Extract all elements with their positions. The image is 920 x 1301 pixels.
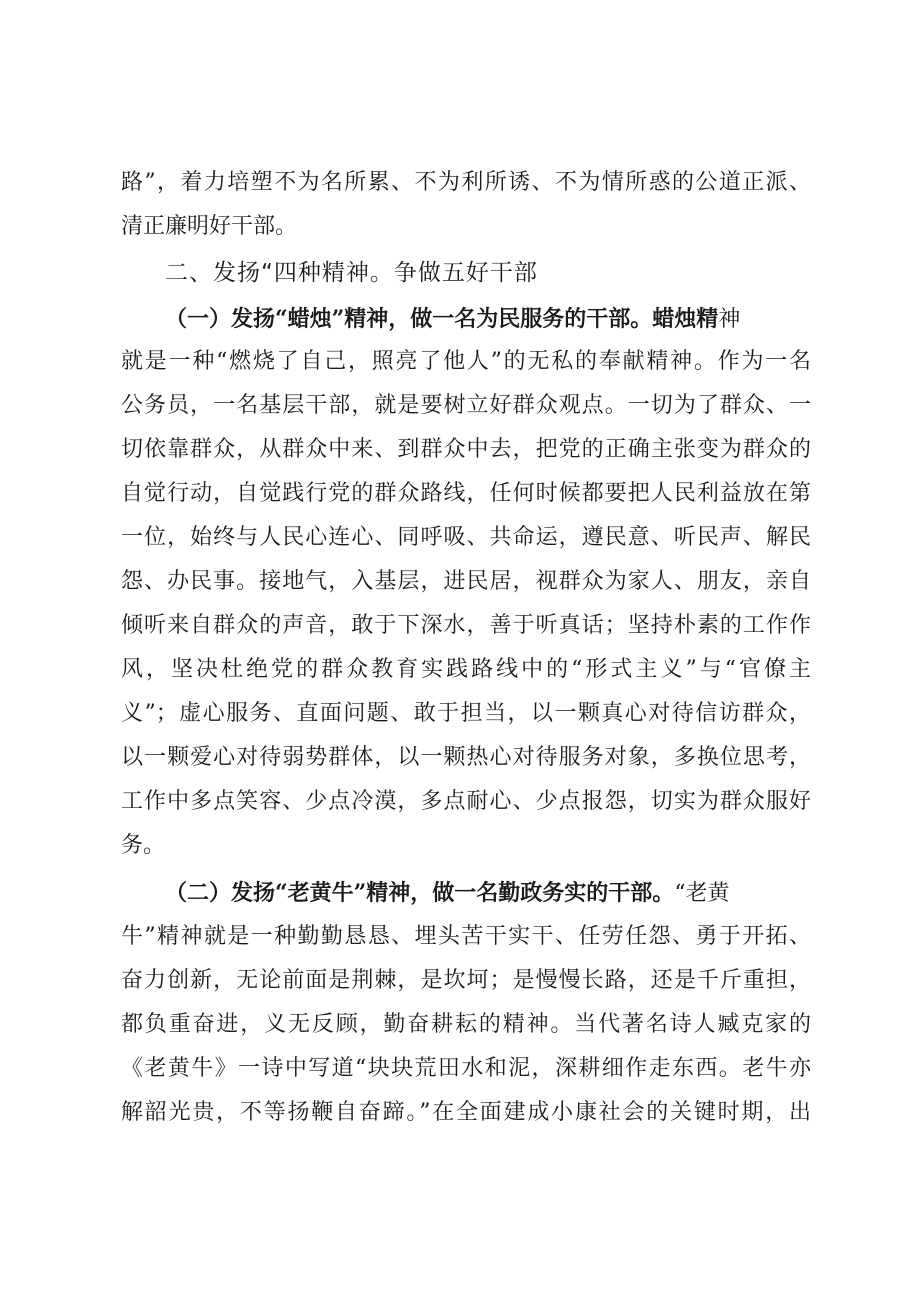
paragraph-line: 以一颗爱心对待弱势群体，以一颗热心对待服务对象，多换位思考， (121, 745, 811, 770)
paragraph-line: 《老黄牛》一诗中写道“块块荒田水和泥，深耕细作走东西。老牛亦 (121, 1056, 811, 1081)
subsection-1-first-line (165, 304, 811, 335)
paragraph-line: 义”；虚心服务、直面问题、敢于担当，以一颗真心对待信访群众， (121, 701, 811, 726)
paragraph-line: 解韶光贵，不等扬鞭自奋蹄。”在全面建成小康社会的关键时期，出 (121, 1100, 811, 1125)
paragraph-line: 牛”精神就是一种勤勤恳恳、埋头苦干实干、任劳任怨、勇于开拓、 (121, 924, 811, 949)
paragraph-line: 风，坚决杜绝党的群众教育实践路线中的“形式主义”与“官僚主 (121, 657, 811, 682)
paragraph-line: 就是一种“燃烧了自己，照亮了他人”的无私的奉献精神。作为一名 (121, 349, 811, 374)
paragraph-line: 怨、办民事。接地气，入基层，进民居，视群众为家人、朋友，亲自 (121, 569, 811, 594)
paragraph-line: 奋力创新，无论前面是荆棘，是坎坷；是慢慢长路，还是千斤重担， (121, 968, 811, 993)
paragraph-line: 路”，着力培塑不为名所累、不为利所诱、不为情所惑的公道正派、 (121, 170, 811, 195)
paragraph-line: 务。 (121, 833, 166, 858)
subsection-1-heading: （一）发扬“蜡烛”精神，做一名为民服务的干部。蜡烛精 (165, 306, 719, 332)
subsection-1-first-line-tail: 神 (718, 307, 741, 332)
paragraph-line: 都负重奋进，义无反顾，勤奋耕耘的精神。当代著名诗人臧克家的 (121, 1012, 811, 1037)
paragraph-line: 自觉行动，自觉践行党的群众路线，任何时候都要把人民利益放在第 (121, 481, 811, 506)
subsection-2-heading: （二）发扬“老黄牛”精神，做一名勤政务实的干部。 (165, 880, 675, 906)
paragraph-line: 倾听来自群众的声音，敢于下深水，善于听真话；坚持朴素的工作作 (121, 613, 811, 638)
paragraph-line: 公务员，一名基层干部，就是要树立好群众观点。一切为了群众、一 (121, 393, 811, 418)
paragraph-line: 清正廉明好干部。 (121, 214, 298, 239)
paragraph-line: 一位，始终与人民心连心、同呼吸、共命运，遵民意、听民声、解民 (121, 525, 811, 550)
paragraph-line: 工作中多点笑容、少点冷漠，多点耐心、少点报怨，切实为群众服好 (121, 789, 811, 814)
paragraph-line: 切依靠群众，从群众中来、到群众中去，把党的正确主张变为群众的 (121, 437, 811, 462)
section-heading: 二、发扬“四种精神。争做五好干部 (165, 260, 538, 286)
subsection-2-first-line (165, 878, 811, 909)
subsection-2-first-line-tail: “老黄 (674, 881, 730, 906)
